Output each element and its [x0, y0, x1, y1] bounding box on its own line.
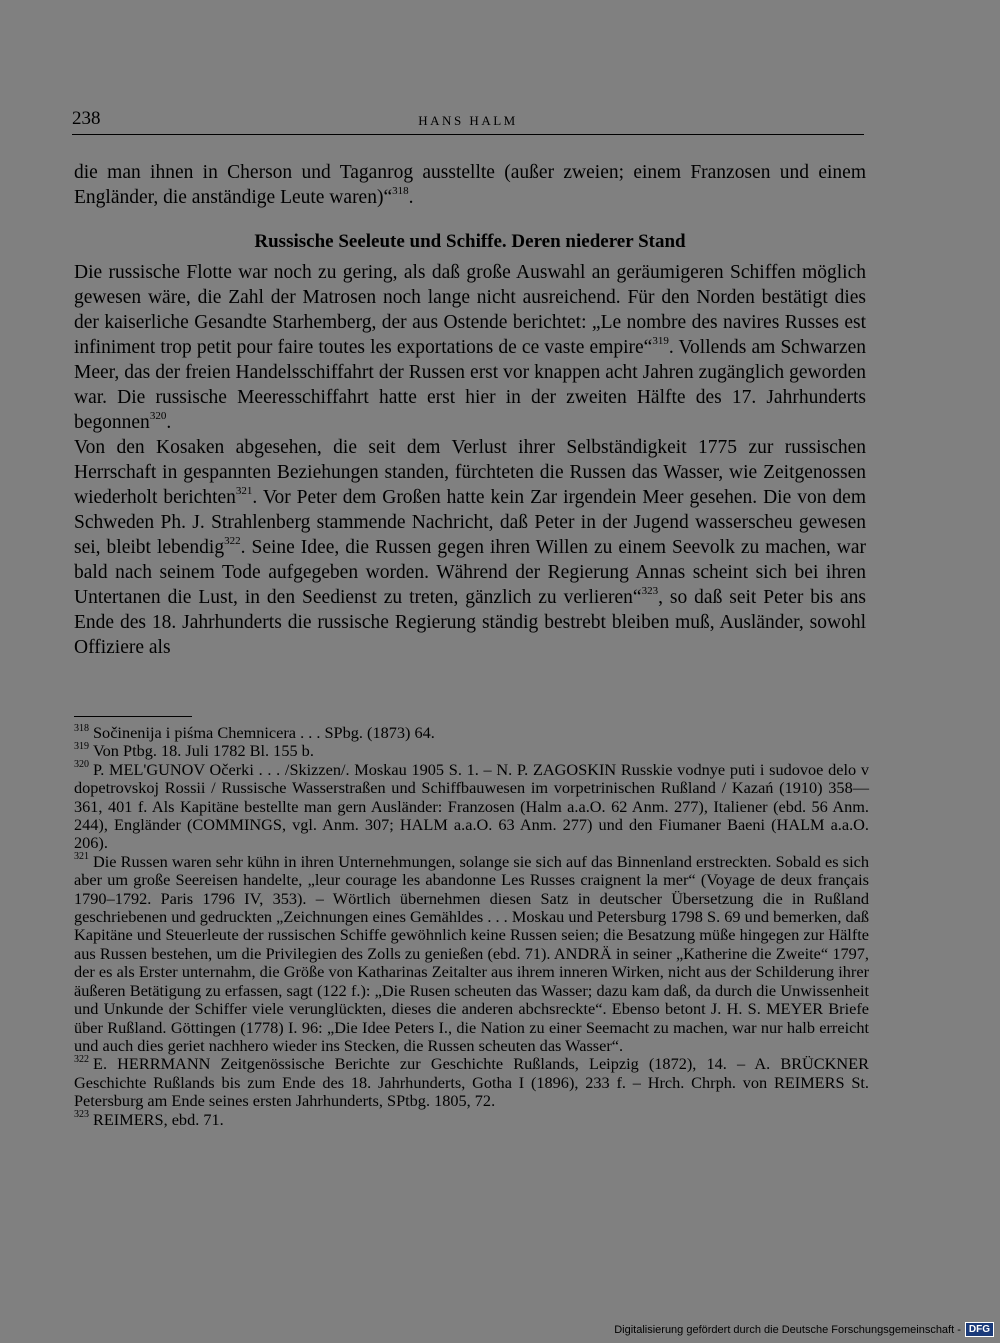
digitization-credit [614, 1322, 994, 1337]
footnote-divider [74, 716, 192, 717]
footnote: $^{320}$ P. MEL'GUNOV Očerki . . . /Skizzen/. Moskau 1905 S. 1. – N. P. ZAGOSKIN Russkie vodnye puti i sudovoe delo v dopetrovskoj Rossii / Russische Wasserstraßen und Schiffbauwesen im vorpetrinischen Rußland / Kazań (1910) 358—361, 401 f. Als Kapitäne bestellte man gern Ausländer: Franzosen (Halm a.a.O. 62 Anm. 277), Italiener (ebd. 56 Anm. 244), Engländer (COMMINGS, vgl. Anm. 307; HALM a.a.O. 63 Anm. 277) und den Fiumaner Baeni (HALM a.a.O. 206). [74, 759, 869, 853]
page-header [72, 108, 864, 135]
main-text [74, 160, 866, 660]
footnote: $^{321}$ Die Russen waren sehr kühn in ihren Unternehmungen, solange sie sich auf das Binnenland erstreckten. Sobald es sich aber um große Seereisen handelte, „leur courage les abandonne Les Russes craignent la mer“ (Voyage de deux français 1790–1792. Paris 1796 IV, 353). – Wörtlich übernehmen diesen Satz in deutscher Übersetzung die in Rußland geschriebenen und gedruckten „Zeichnungen eines Gemähldes . . . Moskau und Petersburg 1798 S. 69 und bemerken, daß Kapitäne und Steuerleute der russischen Schiffe gewöhnlich keine Russen seien; die Besatzung müße hingegen zur Hälfte aus Russen bestehen, um die Privilegien des Zolls zu genießen (ebd. 71). ANDRÄ in seiner „Katherine die Zweite“ 1797, der es als Erster unternahm, die Größe von Katharinas Zeitalter aus ihrem inneren Wirken, nicht aus der Schilderung ihrer äußeren Betätigung zu erfassen, sagt (122 f.): „Die Rusen scheuten das Wasser; dazu kam daß, da durch die Unwissenheit und Unkunde der Schiffer viele verunglückten, dieses die anderen abchsreckte“. Ebenso betont J. H. S. MEYER Briefe über Rußland. Göttingen (1778) I. 96: „Die Idee Peters I., die Nation zu einer Seemacht zu machen, war nur halb erreicht und auch dies geriet nachhero wieder ins Stecken, die Russen scheuten das Wasser“. [74, 851, 869, 1055]
paragraph-continuation: die man ihnen in Cherson und Taganrog ausstellte (außer zweien; einem Franzosen und einem Engländer, die anständige Leute waren)“$^{318}$. [74, 162, 866, 208]
footnote: $^{323}$ REIMERS, ebd. 71. [74, 1109, 224, 1129]
footnote-ref-323: 323 [641, 584, 659, 597]
paragraph: Von den Kosaken abgesehen, die seit dem Verlust ihrer Selbständigkeit 1775 zur russischen Herrschaft in gespannten Beziehungen standen, fürchteten die Russen das Wasser, wie Zeitgenossen wiederholt berichten$^{321}$. Vor Peter dem Großen hatte kein Zar irgendein Meer gesehen. Die von dem Schweden Ph. J. Strahlenberg stammende Nachricht, daß Peter in der Jugend wasserscheu gewesen sei, bleibt lebendig$^{322}$. Seine Idee, die Russen gegen ihren Willen zu einem Seevolk zu machen, war bald nach seinem Tode aufgegeben worden. Während der Regierung Annas scheint sich bei ihren Untertanen die Lust, in den Seedienst zu treten, gänzlich zu verlieren“$^{323}$, so daß seit Peter bis ans Ende des 18. Jahrhunderts die russische Regierung ständig bestrebt bleiben muß, Ausländer, sowohl Offiziere als [74, 437, 866, 658]
footnote-ref-322: 322 [224, 534, 241, 547]
footnote-ref-319: 319 [652, 334, 669, 347]
footnotes [74, 724, 869, 1129]
section-heading: Russische Seeleute und Schiffe. Deren niederer Stand [254, 231, 686, 252]
footnote-ref-318: 318 [392, 184, 409, 197]
footnote-ref-321: 321 [235, 484, 253, 497]
footnote: $^{318}$ Sočinenija i piśma Chemnicera . . . SPbg. (1873) 64. [74, 722, 435, 742]
page-number: 238 [72, 108, 101, 129]
credit-text: Digitalisierung gefördert durch die Deutsche Forschungsgemeinschaft - [614, 1323, 961, 1336]
footnote: $^{322}$ E. HERRMANN Zeitgenössische Berichte zur Geschichte Rußlands, Leipzig (1872), 14. – A. BRÜCKNER Geschichte Rußlands bis zum Ende des 18. Jahrhunderts, Gotha I (1896), 233 f. – Hrch. Chrph. von REIMERS St. Petersburg am Ende seines ersten Jahrhunderts, SPtbg. 1805, 72. [74, 1053, 869, 1111]
footnote-ref-320: 320 [149, 409, 167, 422]
paragraph: Die russische Flotte war noch zu gering, als daß große Auswahl an geräumigeren Schiffen möglich gewesen wäre, die Zahl der Matrosen noch lange nicht ausreichend. Für den Norden bestätigt dies der kaiserliche Gesandte Starhemberg, der aus Ostende berichtet: „Le nombre des navires Russes est infiniment trop petit pour faire toutes les exportations de ce vaste empire“$^{319}$. Vollends am Schwarzen Meer, das der freien Handelsschiffahrt der Russen erst vor knappen acht Jahren zugänglich geworden war. Die russische Meeresschiffahrt hatte erst hier in der zweiten Hälfte des 17. Jahrhunderts begonnen$^{320}$. [74, 262, 866, 433]
running-head: HANS HALM [418, 113, 518, 128]
footnote: $^{319}$ Von Ptbg. 18. Juli 1782 Bl. 155 b. [74, 740, 314, 761]
dfg-logo: DFG [965, 1322, 994, 1337]
